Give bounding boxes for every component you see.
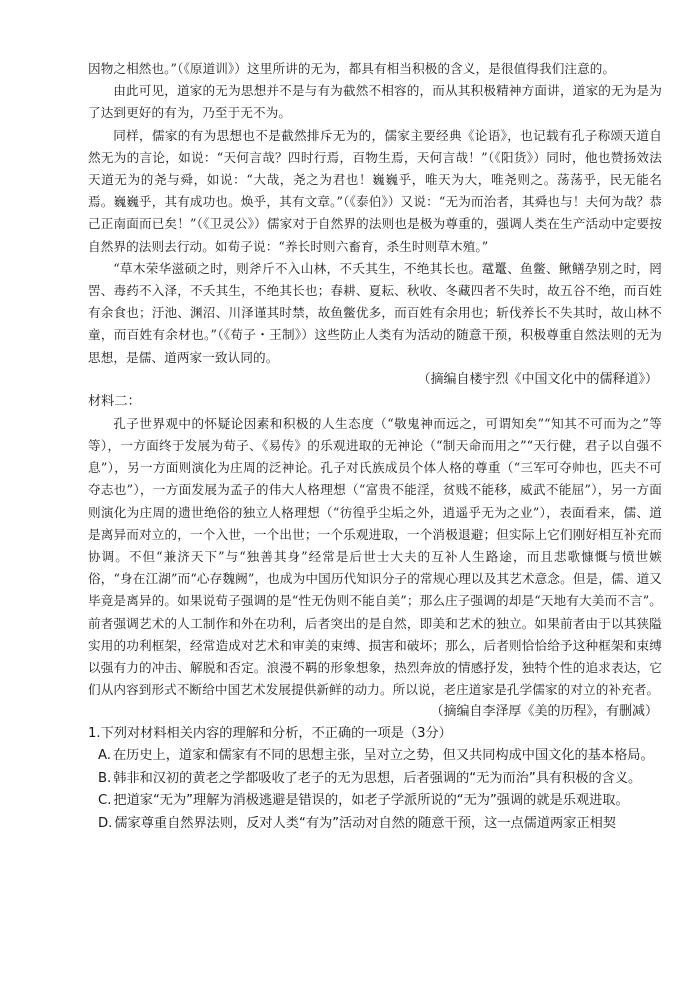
material2-heading: 材料二： — [88, 393, 141, 409]
option-b-letter: B. — [98, 770, 112, 786]
option-d-text: 儒家尊重自然界法则，反对人类“有为”活动对自然的随意干预，这一点儒道两家正相契 — [114, 815, 616, 831]
material1-source: （摘编自楼宇烈《中国文化中的儒释道》） — [417, 371, 658, 387]
option-c-text: 把道家“无为”理解为消极逃避是错误的，如老子学派所说的“无为”强调的就是乐观进取。 — [113, 793, 629, 809]
material1-paragraph-4: “草木荣华滋硕之时，则斧斤不入山林，不夭其生，不绝其长也。鼋鼍、鱼鳖、鳅鳝孕别之时，罔罟、毒药不入泽，不夭其生，不绝其长也；春耕、夏耘、秋收、冬藏四者不失时，故五谷不绝，而百姓有余食也；汙池、渊沼、川泽谨其时禁，故鱼鳖优多，而百姓有余用也；斩伐养长不失其时，故山林不童，而百姓有余材也。”（《荀子・王制》）这些防止人类有为活动的随意干预，积极尊重自然法则的无为思想，是儒、道两家一致认同的。 — [88, 260, 662, 365]
option-a-letter: A. — [98, 748, 111, 764]
material1-paragraph-2: 由此可见，道家的无为思想并不是与有为截然不相容的，而从其积极精神方面讲，道家的无为是为了达到更好的有为，乃至于无不为。 — [88, 83, 662, 121]
option-d — [88, 813, 662, 836]
option-d-letter: D. — [98, 815, 113, 831]
material1-paragraph-3: 同样，儒家的有为思想也不是截然排斥无为的，儒家主要经典《论语》，也记载有孔子称颂天道自然无为的言论，如说：“天何言哉？四时行焉，百物生焉，天何言哉！”（《阳货》）同时，他也赞扬效法天道无为的尧与舜，如说：“大哉，尧之为君也！巍巍乎，唯天为大，唯尧则之。荡荡乎，民无能名焉。巍巍乎，其有成功也。焕乎，其有文章。”（《泰伯》）又说：“无为而治者，其舜也与！夫何为哉？恭己正南面而已矣！”（《卫灵公》）儒家对于自然界的法则也是极为尊重的，强调人类在生产活动中定要按自然界的法则去行动。如荀子说：“养长时则六畜育，杀生时则草木殖。” — [88, 127, 662, 254]
question-stem: 1.下列对材料相关内容的理解和分析，不正确的一项是（3分） — [88, 726, 452, 742]
material2-source: （摘编自李泽厚《美的历程》，有删减） — [430, 704, 658, 720]
material1-paragraph-1: 因物之相然也。”（《原道训》）这里所讲的无为，都具有相当积极的含义，是很值得我们注意的。 — [88, 61, 616, 76]
option-a-text: 在历史上，道家和儒家有不同的思想主张，呈对立之势，但又共同构成中国文化的基本格局。 — [112, 748, 654, 764]
document-page — [88, 58, 662, 835]
material2-paragraph: 孔子世界观中的怀疑论因素和积极的人生态度（“敬鬼神而远之，可谓知矣”“知其不可而为之”等等），一方面终于发展为荀子、《易传》的乐观进取的无神论（“制天命而用之”“天行健，君子以自强不息”），另一方面则演化为庄周的泛神论。孔子对氏族成员个体人格的尊重（“三军可夺帅也，匹夫不可夺志也”），一方面发展为孟子的伟大人格理想（“富贵不能淫，贫贱不能移，威武不能屈”），另一方面则演化为庄周的遗世绝俗的独立人格理想（“彷徨乎尘垢之外，逍遥乎无为之业”），表面看来，儒、道是离异而对立的，一个入世，一个出世；一个乐观进取，一个消极退避；但实际上它们刚好相互补充而协调。不但“兼济天下”与“独善其身”经常是后世士大夫的互补人生路途，而且悲歌慷慨与愤世嫉俗，“身在江湖”而“心存魏阙”，也成为中国历代知识分子的常规心理以及其艺术意念。但是，儒、道又毕竟是离异的。如果说荀子强调的是“性无伪则不能自美”；那么庄子强调的却是“天地有大美而不言”。前者强调艺术的人工制作和外在功利，后者突出的是自然，即美和艺术的独立。如果前者由于以其狭隘实用的功利框架，经常造成对艺术和审美的束缚、损害和破坏；那么，后者则恰恰给予这种框架和束缚以强有力的冲击、解脱和否定。浪漫不羁的形象想象，热烈奔放的情感抒发，独特个性的追求表达，它们从内容到形式不断给中国艺术发展提供新鲜的动力。所以说，老庄道家是孔学儒家的对立的补充者。 — [88, 415, 662, 698]
option-b — [88, 768, 662, 791]
option-c-letter: C. — [98, 793, 112, 809]
option-b-text: 韩非和汉初的黄老之学都吸收了老子的无为思想，后者强调的“无为而治”具有积极的含义。 — [113, 770, 642, 786]
option-c — [88, 790, 662, 813]
option-a — [88, 745, 662, 768]
